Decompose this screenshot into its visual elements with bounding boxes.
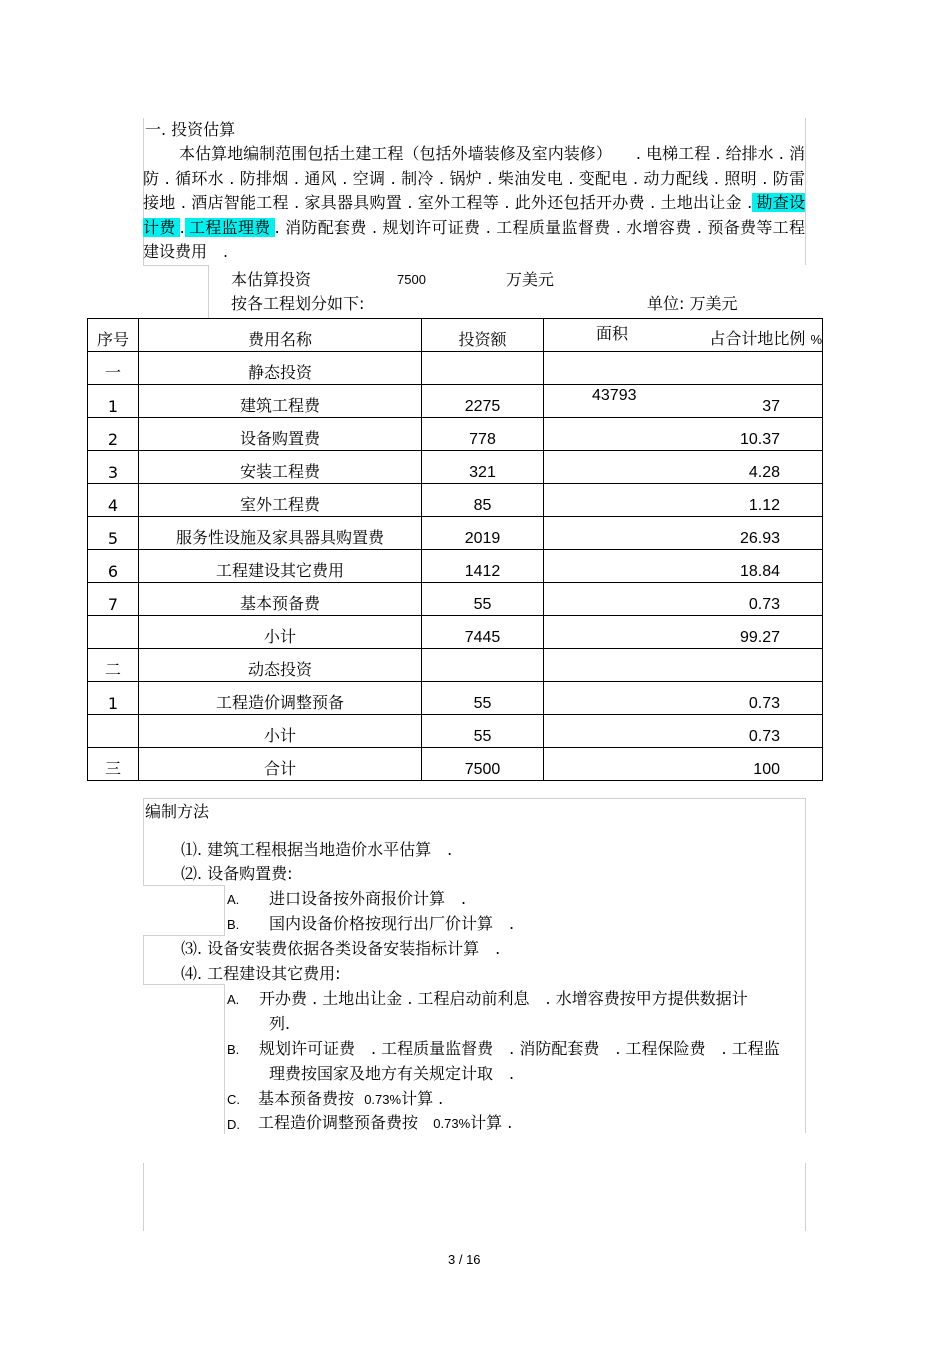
method-item-2b: 国内设备价格按现行出厂价计算 . xyxy=(269,914,515,933)
table-row xyxy=(88,451,823,484)
cell-area-ratio xyxy=(544,451,823,484)
guide-line xyxy=(143,885,225,886)
table-body xyxy=(88,352,823,781)
cell-ratio: 1.12 xyxy=(748,497,780,514)
method-item-4c-pre: 基本预备费按 xyxy=(258,1089,355,1108)
cost-table xyxy=(87,318,823,781)
cell-name: 服务性设施及家具器具购置费 xyxy=(139,517,422,550)
cell-amount xyxy=(422,352,544,385)
method-item-4c-pct: 0.73% xyxy=(364,1092,402,1107)
cell-area-ratio xyxy=(544,484,823,517)
cell-area-ratio xyxy=(544,616,823,649)
cell-amount: 7500 xyxy=(422,748,544,781)
header-ratio: 占合计地比例 xyxy=(709,329,806,348)
cell-no xyxy=(88,715,139,748)
method-item-4b-line2: 理费按国家及地方有关规定计取 . xyxy=(269,1064,515,1083)
method-title: 编制方法 xyxy=(145,802,210,821)
cell-area-ratio xyxy=(544,649,823,682)
table-row xyxy=(88,748,823,781)
method-item-4a-marker: A. xyxy=(227,992,240,1007)
table-row xyxy=(88,682,823,715)
cell-ratio: 0.73 xyxy=(748,596,780,613)
cell-amount: 321 xyxy=(422,451,544,484)
cell-name: 室外工程费 xyxy=(139,484,422,517)
cell-name: 安装工程费 xyxy=(139,451,422,484)
cell-no: 1 xyxy=(88,385,139,418)
investment-value: 7500 xyxy=(397,272,426,287)
guide-line xyxy=(224,885,225,935)
cell-no: 一 xyxy=(88,352,139,385)
cell-amount: 55 xyxy=(422,583,544,616)
cell-name: 基本预备费 xyxy=(139,583,422,616)
method-item-4d-pct: 0.73% xyxy=(433,1116,471,1131)
guide-line xyxy=(805,1163,806,1231)
guide-line xyxy=(143,984,225,985)
guide-line xyxy=(143,798,806,799)
cell-amount: 85 xyxy=(422,484,544,517)
intro-text-part2: . 消防配套费 . 规划许可证费 . 工程质量监督费 . 水增容费 . 预备费等工程建设费用 . xyxy=(143,217,805,262)
table-row xyxy=(88,550,823,583)
table-row xyxy=(88,484,823,517)
method-item-4b-marker: B. xyxy=(227,1042,240,1057)
method-item-3: ⑶. 设备安装费依据各类设备安装指标计算 . xyxy=(181,939,501,958)
cell-no: 三 xyxy=(88,748,139,781)
cell-no: 1 xyxy=(88,682,139,715)
cell-no: 二 xyxy=(88,649,139,682)
guide-line xyxy=(143,935,144,985)
cell-area-ratio xyxy=(544,748,823,781)
cell-no: 4 xyxy=(88,484,139,517)
method-item-4d-post: 计算 . xyxy=(470,1113,513,1132)
guide-line xyxy=(208,265,209,318)
cell-area-ratio xyxy=(544,352,823,385)
method-item-4d-marker: D. xyxy=(227,1117,240,1132)
cell-amount: 55 xyxy=(422,682,544,715)
method-item-4a-line1: 开办费 . 土地出让金 . 工程启动前利息 . 水增容费按甲方提供数据计 xyxy=(259,989,748,1008)
cell-area-ratio xyxy=(544,715,823,748)
guide-line xyxy=(143,1163,144,1231)
cell-ratio: 100 xyxy=(753,761,780,778)
intro-text-part1: 本估算地编制范围包括土建工程（包括外墙装修及室内装修） . 电梯工程 . 给排水 . 消防 . 循环水 . 防排烟 . 通风 . 空调 . 制冷 . 锅炉 . 柴油发电 . 变配电 . 动力配线 . 照明 . 防雷接地 . 酒店智能工程 . 家具器具购置 . 室外工程等 . 此外还包括开办费 . 土地出让金 . xyxy=(143,144,805,213)
cell-name: 动态投资 xyxy=(139,649,422,682)
investment-unit: 万美元 xyxy=(506,270,555,289)
cell-no: 3 xyxy=(88,451,139,484)
table-row xyxy=(88,616,823,649)
method-item-2a: 进口设备按外商报价计算 . xyxy=(269,889,467,908)
table-row xyxy=(88,352,823,385)
table-row xyxy=(88,715,823,748)
cell-no: 6 xyxy=(88,550,139,583)
method-item-4c xyxy=(258,1089,443,1110)
cell-ratio: 4.28 xyxy=(748,464,780,481)
cell-name: 小计 xyxy=(139,715,422,748)
cell-name: 工程建设其它费用 xyxy=(139,550,422,583)
header-amount: 投资额 xyxy=(422,319,544,352)
cell-no: 5 xyxy=(88,517,139,550)
intro-paragraph xyxy=(143,142,805,265)
breakdown-label: 按各工程划分如下: xyxy=(231,294,365,313)
guide-line xyxy=(805,118,806,265)
cell-no: 7 xyxy=(88,583,139,616)
cell-ratio: 26.93 xyxy=(739,530,780,547)
method-item-2b-marker: B. xyxy=(227,917,240,932)
cell-area-ratio xyxy=(544,583,823,616)
method-item-4d xyxy=(258,1113,512,1134)
cell-area-ratio xyxy=(544,550,823,583)
unit-label: 单位: 万美元 xyxy=(647,294,738,313)
cell-name: 设备购置费 xyxy=(139,418,422,451)
cell-name: 建筑工程费 xyxy=(139,385,422,418)
cell-amount: 1412 xyxy=(422,550,544,583)
cell-no xyxy=(88,616,139,649)
cell-amount: 2019 xyxy=(422,517,544,550)
cell-amount xyxy=(422,649,544,682)
method-item-4c-post: 计算 . xyxy=(401,1089,444,1108)
cell-ratio: 0.73 xyxy=(748,728,780,745)
header-name: 费用名称 xyxy=(139,319,422,352)
table-row xyxy=(88,649,823,682)
table-row xyxy=(88,385,823,418)
cell-area-ratio xyxy=(544,682,823,715)
cell-ratio: 18.84 xyxy=(739,563,780,580)
cell-name: 小计 xyxy=(139,616,422,649)
highlight-survey-design-fee: 勘查设计费 xyxy=(143,193,805,237)
table-header-row xyxy=(88,319,823,352)
guide-line xyxy=(143,798,144,886)
guide-line xyxy=(143,265,209,266)
highlight-supervision-fee: 工程监理费 xyxy=(185,218,275,237)
cell-ratio: 99.27 xyxy=(739,629,780,646)
method-item-2a-marker: A. xyxy=(227,892,240,907)
guide-line xyxy=(224,984,225,1134)
cell-ratio: 10.37 xyxy=(739,431,780,448)
cell-no: 2 xyxy=(88,418,139,451)
cell-name: 合计 xyxy=(139,748,422,781)
cell-ratio: 0.73 xyxy=(748,695,780,712)
header-area: 面积 xyxy=(596,324,629,343)
section-title: 一. 投资估算 xyxy=(145,120,236,139)
method-item-4b-line1: 规划许可证费 . 工程质量监督费 . 消防配套费 . 工程保险费 . 工程监 xyxy=(259,1039,780,1058)
cell-amount: 2275 xyxy=(422,385,544,418)
method-item-2: ⑵. 设备购置费: xyxy=(181,864,293,883)
cell-area-ratio xyxy=(544,385,823,418)
investment-label: 本估算投资 xyxy=(231,270,312,289)
guide-line xyxy=(143,935,225,936)
cell-amount: 55 xyxy=(422,715,544,748)
header-ratio-unit: % xyxy=(810,332,822,347)
intro-separator: . xyxy=(179,217,185,237)
method-item-4: ⑷. 工程建设其它费用: xyxy=(181,964,341,983)
method-item-4c-marker: C. xyxy=(227,1092,240,1107)
cell-amount: 778 xyxy=(422,418,544,451)
cell-name: 静态投资 xyxy=(139,352,422,385)
cell-area-ratio xyxy=(544,418,823,451)
cell-amount: 7445 xyxy=(422,616,544,649)
cell-area-ratio xyxy=(544,517,823,550)
method-item-4a-line2: 列. xyxy=(269,1014,291,1033)
table-row xyxy=(88,583,823,616)
method-item-4d-pre: 工程造价调整预备费按 xyxy=(258,1113,419,1132)
guide-line xyxy=(805,798,806,1133)
header-no: 序号 xyxy=(88,319,139,352)
header-area-ratio xyxy=(544,319,823,352)
method-item-1: ⑴. 建筑工程根据当地造价水平估算 . xyxy=(181,840,453,859)
page-number: 3 / 16 xyxy=(448,1252,481,1267)
cell-name: 工程造价调整预备 xyxy=(139,682,422,715)
table-row xyxy=(88,418,823,451)
cell-ratio: 37 xyxy=(762,398,780,415)
header-ratio-wrap xyxy=(709,326,822,349)
cell-area: 43793 xyxy=(592,387,637,404)
table-row xyxy=(88,517,823,550)
